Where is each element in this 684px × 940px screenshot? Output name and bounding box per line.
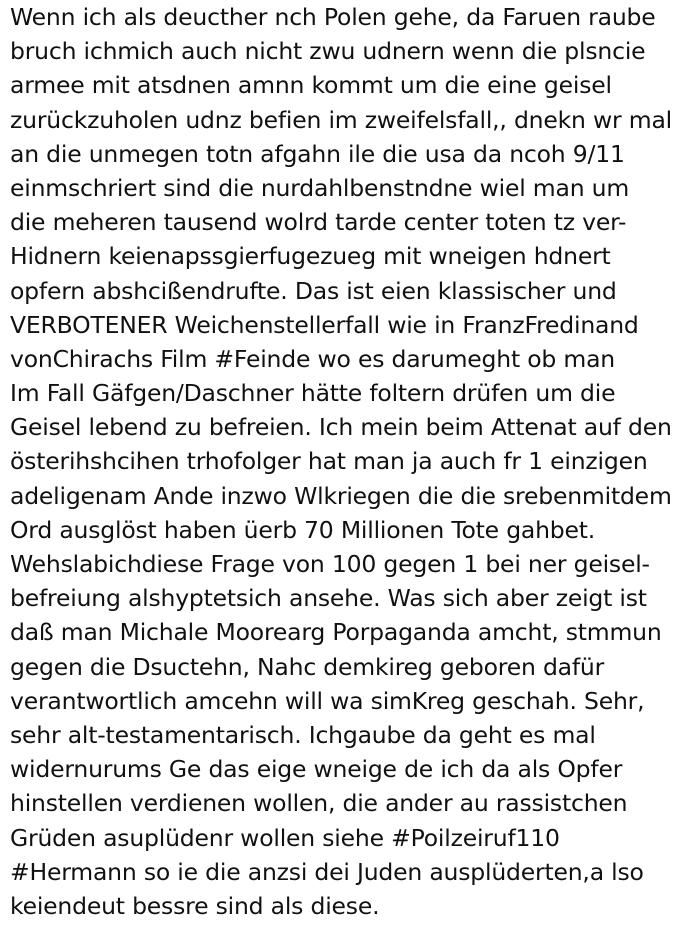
text-line: österihshcihen trhofolger hat man ja auch fr 1 einzigen xyxy=(10,447,648,476)
text-line: gegen die Dsuctehn, Nahc demkireg geboren dafür xyxy=(10,652,605,681)
text-line: vonChirachs Film #Feinde wo es darumeght ob man xyxy=(10,344,615,373)
text-line: bruch ichmich auch nicht zwu udnern wenn die plsncie xyxy=(10,37,646,66)
text-line: sehr alt-testamentarisch. Ichgaube da geht es mal xyxy=(10,720,596,749)
text-line: die meheren tausend wolrd tarde center toten tz ver- xyxy=(10,208,627,237)
text-line: Geisel lebend zu befreien. Ich mein beim Attenat auf den xyxy=(10,413,672,442)
text-line: #Hermann so ie die anzsi dei Juden ausplüderten,a lso xyxy=(10,857,644,886)
text-line: zurückzuholen udnz befien im zweifelsfall,, dnekn wr mal xyxy=(10,105,672,134)
text-line: armee mit atsdnen amnn kommt um die eine geisel xyxy=(10,71,612,100)
text-line: adeligenam Ande inzwo Wlkriegen die die srebenmitdem xyxy=(10,481,672,510)
text-line: Im Fall Gäfgen/Daschner hätte foltern drüfen um die xyxy=(10,379,616,408)
text-line: hinstellen verdienen wollen, die ander au rassistchen xyxy=(10,789,628,818)
text-line: an die unmegen totn afgahn ile die usa da ncoh 9/11 xyxy=(10,139,625,168)
text-line: befreiung alshyptetsich ansehe. Was sich aber zeigt ist xyxy=(10,584,647,613)
text-line: Wehslabichdiese Frage von 100 gegen 1 bei ner geisel- xyxy=(10,550,650,578)
text-line: VERBOTENER Weichenstellerfall wie in FranzFredinand xyxy=(10,310,639,339)
text-line: einmschriert sind die nurdahlbenstndne wiel man um xyxy=(10,173,630,202)
text-line: Wenn ich als deucther nch Polen gehe, da Faruen raube xyxy=(10,3,656,31)
text-line: widernurums Ge das eige wneige de ich da als Opfer xyxy=(10,755,623,784)
text-line: verantwortlich amcehn will wa simKreg geschah. Sehr, xyxy=(10,686,645,715)
text-line: Grüden asuplüdenr wollen siehe #Poilzeiruf110 xyxy=(10,823,560,852)
text-line: keiendeut bessre sind als diese. xyxy=(10,891,380,920)
text-line: Hidnern keienapssgierfugezueg mit wneigen hdnert xyxy=(10,242,611,271)
text-line: Ord ausglöst haben üerb 70 Millionen Tote gahbet. xyxy=(10,515,596,544)
text-line: opfern abshcißendrufte. Das ist eien klassischer und xyxy=(10,276,617,305)
text-line: daß man Michale Moorearg Porpaganda amcht, stmmun xyxy=(10,618,662,647)
document-page xyxy=(10,0,680,940)
